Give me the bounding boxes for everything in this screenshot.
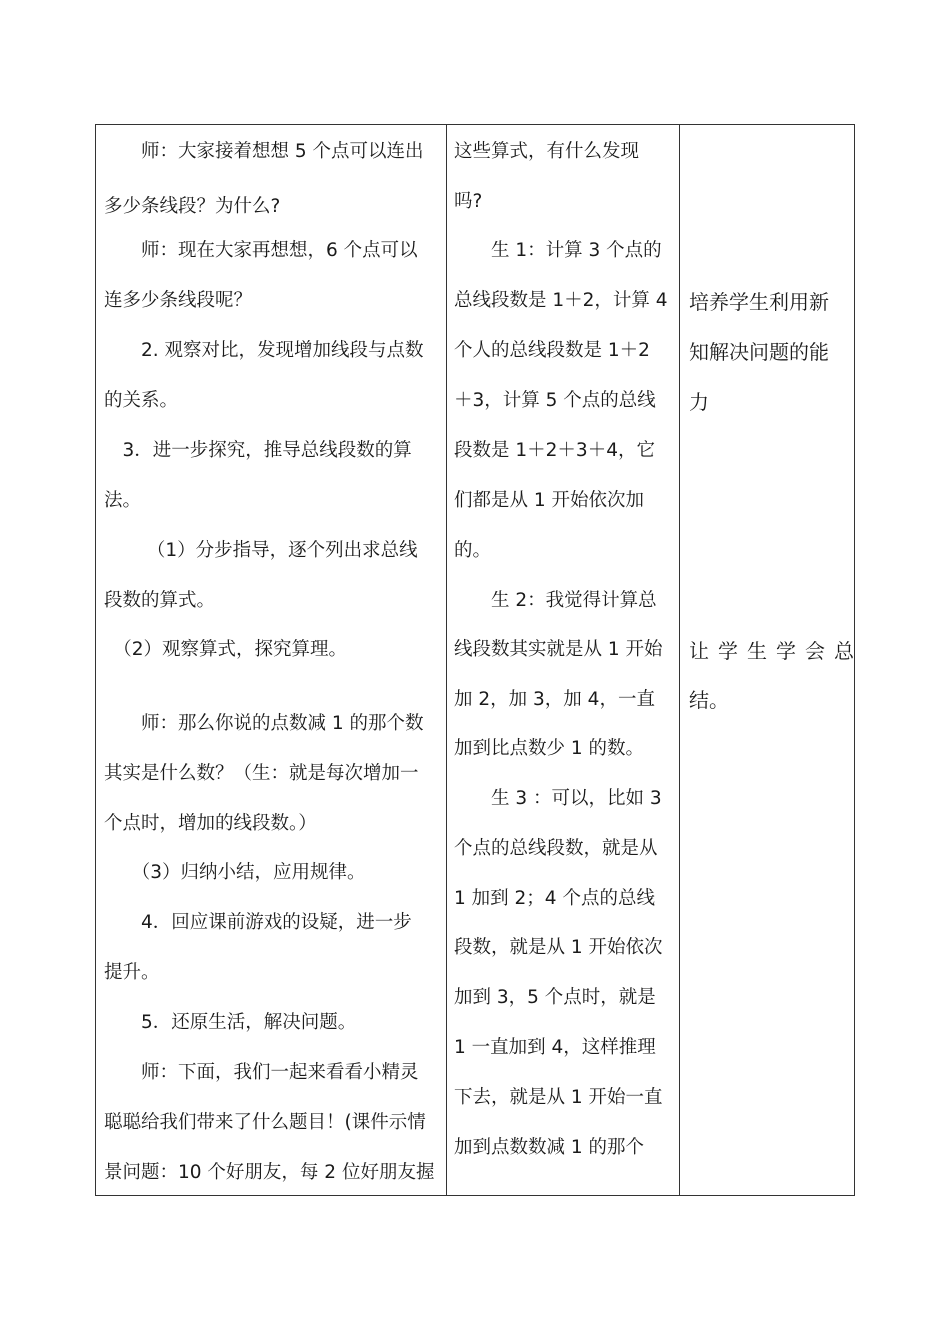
activity-line: 生 1：计算 3 个点的 bbox=[454, 240, 662, 261]
activity-line: 个人的总线段数是 1＋2 bbox=[454, 340, 650, 361]
process-line: 法。 bbox=[104, 490, 142, 511]
activity-line: 1 一直加到 4，这样推理 bbox=[454, 1037, 656, 1058]
process-line: 段数的算式。 bbox=[104, 590, 216, 611]
activity-line: ＋3，计算 5 个点的总线 bbox=[454, 390, 656, 411]
activity-line: 加到 3，5 个点时，就是 bbox=[454, 987, 656, 1008]
activity-line: 段数是 1＋2＋3＋4，它 bbox=[454, 440, 655, 461]
process-line: 提升。 bbox=[104, 962, 160, 983]
process-line: 4．回应课前游戏的设疑，进一步 bbox=[104, 912, 412, 933]
process-line: 个点时，增加的线段数。） bbox=[104, 813, 317, 834]
process-line: （2）观察算式，探究算理。 bbox=[104, 639, 348, 660]
process-line: （1）分步指导，逐个列出求总线 bbox=[104, 540, 418, 561]
intent-line: 知解决问题的能 bbox=[689, 340, 829, 364]
process-line: 景问题：10 个好朋友，每 2 位好朋友握 bbox=[104, 1162, 435, 1183]
process-line: 其实是什么数？（生：就是每次增加一 bbox=[104, 763, 419, 784]
process-line: 连多少条线段呢？ bbox=[104, 290, 253, 311]
activity-line: 吗? bbox=[454, 191, 483, 212]
intent-line: 培养学生利用新 bbox=[689, 290, 829, 314]
activity-line: 段数，就是从 1 开始依次 bbox=[454, 937, 663, 958]
process-line: 多少条线段？为什么? bbox=[104, 196, 281, 217]
teaching-process-column bbox=[96, 125, 447, 1195]
process-line: 师：下面，我们一起来看看小精灵 bbox=[104, 1062, 419, 1083]
activity-line: 加到比点数少 1 的数。 bbox=[454, 738, 645, 759]
activity-line: 生 2：我觉得计算总 bbox=[454, 590, 657, 611]
lesson-plan-table bbox=[95, 124, 863, 1196]
activity-line: 加到点数数减 1 的那个 bbox=[454, 1137, 645, 1158]
activity-line: 生 3 ：可以，比如 3 bbox=[454, 788, 662, 809]
intent-line: 力 bbox=[689, 390, 709, 414]
activity-line: 加 2，加 3，加 4，一直 bbox=[454, 689, 655, 710]
activity-line: 下去，就是从 1 开始一直 bbox=[454, 1087, 663, 1108]
process-line: （3）归纳小结，应用规律。 bbox=[104, 862, 366, 883]
student-activity-column bbox=[446, 125, 680, 1195]
activity-line: 这些算式，有什么发现 bbox=[454, 141, 640, 162]
intent-line: 让学生学会总 bbox=[689, 639, 863, 663]
intent-line: 结。 bbox=[689, 688, 729, 712]
process-line: 2. 观察对比，发现增加线段与点数 bbox=[104, 340, 424, 361]
activity-line: 们都是从 1 开始依次加 bbox=[454, 490, 645, 511]
activity-line: 个点的总线段数，就是从 bbox=[454, 838, 658, 859]
process-line: 师：现在大家再想想，6 个点可以 bbox=[104, 240, 418, 261]
process-line: 聪聪给我们带来了什么题目！(课件示情 bbox=[104, 1112, 426, 1133]
design-intent-column bbox=[679, 125, 863, 1195]
process-line: 3．进一步探究，推导总线段数的算 bbox=[104, 440, 412, 461]
process-line: 5．还原生活，解决问题。 bbox=[104, 1012, 357, 1033]
process-line: 师：那么你说的点数减 1 的那个数 bbox=[104, 713, 424, 734]
activity-line: 1 加到 2；4 个点的总线 bbox=[454, 888, 655, 909]
activity-line: 的。 bbox=[454, 540, 492, 561]
process-line: 的关系。 bbox=[104, 390, 179, 411]
process-line: 师：大家接着想想 5 个点可以连出 bbox=[104, 141, 424, 162]
activity-line: 线段数其实就是从 1 开始 bbox=[454, 639, 663, 660]
activity-line: 总线段数是 1＋2，计算 4 bbox=[454, 290, 668, 311]
